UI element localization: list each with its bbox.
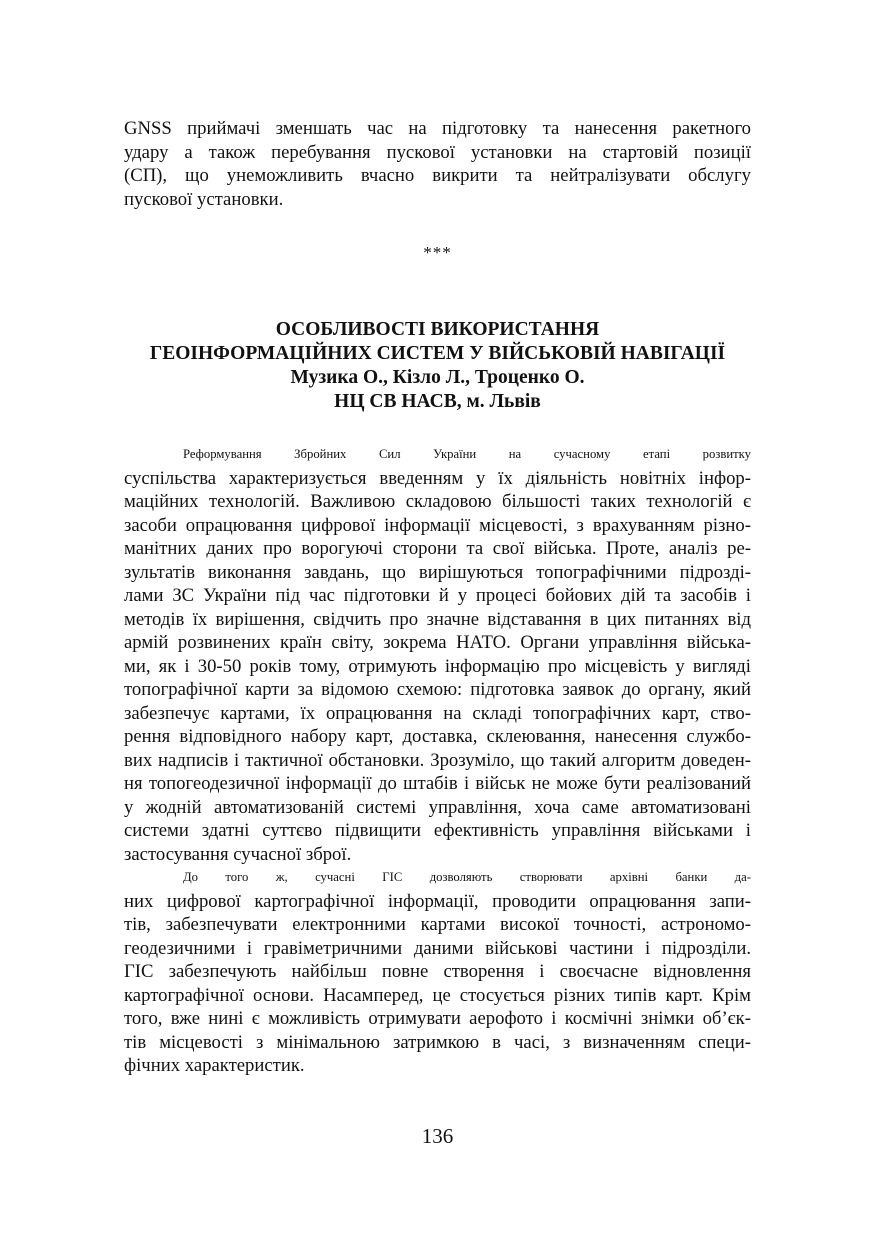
article-authors: Музика О., Кізло Л., Троценко О. (290, 367, 585, 388)
intro-paragraph (124, 117, 751, 211)
text-line: GNSS приймачі зменшать час на підготовку та нанесення ракетного (124, 118, 751, 139)
body-paragraph (124, 866, 751, 1078)
text-line: у жодній автоматизованій системі управління, хоча саме автоматизовані (124, 796, 751, 818)
article-affiliation: НЦ СВ НАСВ, м. Львів (334, 391, 541, 412)
text-line: них цифрової картографічної інформації, проводити опрацювання запи- (124, 890, 751, 912)
body-paragraph (124, 443, 751, 866)
text-line: картографічної основи. Насамперед, це стосується різних типів карт. Крім (124, 984, 751, 1006)
text-line: лами ЗС України під час підготовки й у процесі бойових дій та засобів і (124, 585, 751, 606)
text-line: манітних даних про ворогуючі сторони та свої війська. Проте, аналіз ре- (124, 538, 751, 559)
text-line: зультатів виконання завдань, що вирішуються топографічними підрозді- (124, 561, 751, 583)
text-line: маційних технологій. Важливою складовою більшості таких технологій є (124, 491, 751, 512)
text-line: геодезичними і гравіметричними даними військові частини і підрозділи. (124, 937, 751, 959)
page-number: 136 (421, 1124, 454, 1148)
text-line: До того ж, сучасні ГІС дозволяють створювати архівні банки да- (183, 870, 751, 884)
text-line: пускової установки. (124, 188, 284, 210)
text-line: засоби опрацювання цифрової інформації місцевості, з врахуванням різно- (124, 514, 751, 536)
article-body (124, 443, 751, 1078)
text-line: ми, як і 30-50 років тому, отримують інформацію про місцевість у вигляді (124, 655, 751, 677)
text-line: рення відповідного набору карт, доставка, склеювання, нанесення службо- (124, 726, 751, 747)
title-line: ГЕОІНФОРМАЦІЙНИХ СИСТЕМ У ВІЙСЬКОВІЙ НАВІГАЦІЇ (149, 343, 726, 364)
text-line: вих надписів і тактичної обстановки. Зрозуміло, що такий алгоритм доведен- (124, 749, 751, 771)
title-line: ОСОБЛИВОСТІ ВИКОРИСТАННЯ (275, 319, 600, 340)
text-line: тів, забезпечувати електронними картами високої точності, астрономо- (124, 914, 751, 935)
text-line: ня топогеодезичної інформації до штабів і військ не може бути реалізований (124, 773, 751, 794)
text-line: (СП), що унеможливить вчасно викрити та нейтралізувати обслугу (124, 165, 751, 186)
section-separator: *** (423, 243, 452, 262)
text-line: топографічної карти за відомою схемою: підготовка заявок до органу, який (124, 679, 751, 700)
document-page (124, 117, 751, 1078)
text-line: тів місцевості з мінімальною затримкою в часі, з визначенням специ- (124, 1031, 751, 1053)
text-line: суспільства характеризується введенням у їх діяльність новітніх інфор- (124, 467, 751, 489)
text-line: удару а також перебування пускової установки на стартовій позиції (124, 141, 751, 163)
text-line: забезпечує картами, їх опрацювання на складі топографічних карт, ство- (124, 702, 751, 724)
text-line: методів їх вирішення, свідчить про значне відставання в цих питаннях від (124, 608, 751, 630)
text-line: армій розвинених країн світу, зокрема НАТО. Органи управління війська- (124, 632, 751, 653)
text-line: системи здатні суттєво підвищити ефективність управління військами і (124, 820, 751, 841)
text-line: ГІС забезпечують найбільш повне створення і своєчасне відновлення (124, 961, 751, 982)
text-line: того, вже нині є можливість отримувати аерофото і космічні знімки об’єк- (124, 1008, 751, 1029)
text-line: фічних характеристик. (124, 1055, 305, 1076)
text-line: застосування сучасної зброї. (124, 843, 352, 865)
text-line: Реформування Збройних Сил України на сучасному етапі розвитку (183, 447, 751, 461)
article-title (124, 318, 751, 366)
